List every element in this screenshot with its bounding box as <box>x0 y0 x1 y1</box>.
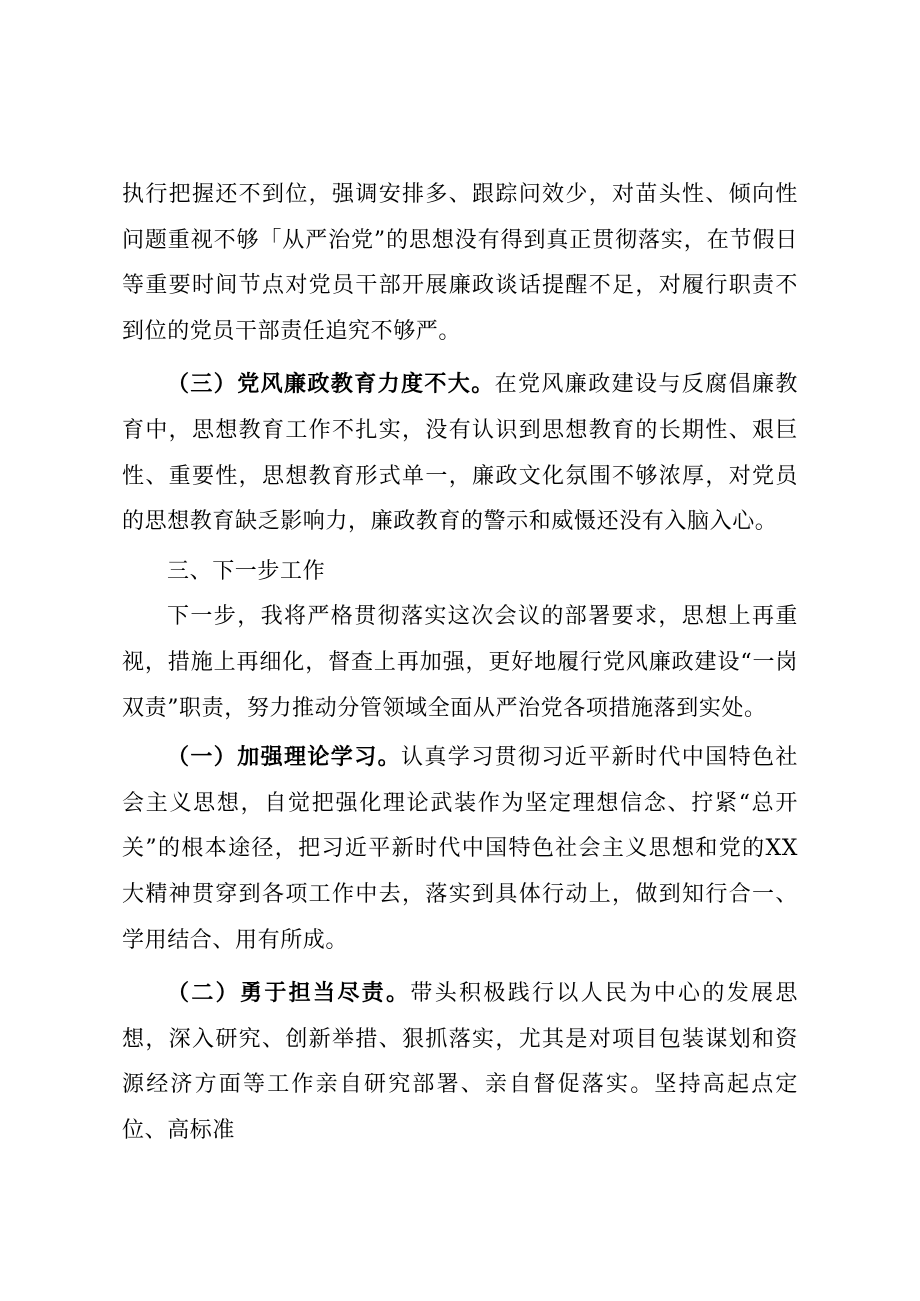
paragraph-spacer <box>122 963 798 971</box>
paragraph-spacer <box>122 354 798 362</box>
paragraph-text: 在党风廉政建设与反腐倡廉教育中，思想教育工作不扎实，没有认识到思想教育的长期性、艰巨性、重要性，思想教育形式单一，廉政文化氛围不够浓厚，对党员的思想教育缺乏影响力，廉政教育的警示和威慑还没有入脑入心。 <box>122 372 798 535</box>
paragraph-three-education <box>122 362 798 544</box>
section-title: 三、下一步工作 <box>167 558 326 584</box>
paragraph-text: 执行把握还不到位，强调安排多、跟踪问效少，对苗头性、倾向性问题重视不够「从严治党”的思想没有得到真正贯彻落实，在节假日等重要时间节点对党员干部开展廉政谈话提醒不足，对履行职责不到位的党员干部责任追究不够严。 <box>122 182 798 344</box>
document-body <box>122 172 798 1153</box>
paragraph-text: 认真学习贯彻习近平新时代中国特色社会主义思想，自觉把强化理论武装作为坚定理想信念、拧紧“总开关”的根本途径，把习近平新时代中国特色社会主义思想和党的XX大精神贯穿到各项工作中去，落实到具体行动上，做到知行合一、学用结合、用有所成。 <box>122 745 798 953</box>
paragraph-text: 带头积极践行以人民为中心的发展思想，深入研究、创新举措、狠抓落实，尤其是对项目包装谋划和资源经济方面等工作亲自研究部署、亲自督促落实。坚持高起点定位、高标准 <box>122 981 798 1143</box>
paragraph-continuation <box>122 172 798 354</box>
paragraph-lead-bold: （二）勇于担当尽责。 <box>167 980 411 1007</box>
paragraph-lead-bold: （三）党风廉政教育力度不大。 <box>167 371 495 398</box>
section-heading-next-steps <box>122 549 798 595</box>
paragraph-two-responsibility <box>122 971 798 1153</box>
paragraph-next-steps-intro <box>122 594 798 731</box>
paragraph-one-theory-study <box>122 735 798 963</box>
paragraph-text: 下一步，我将严格贯彻落实这次会议的部署要求，思想上再重视，措施上再细化，督查上再加强，更好地履行党风廉政建设“一岗双责”职责，努力推动分管领域全面从严治党各项措施落到实处。 <box>122 604 798 721</box>
paragraph-lead-bold: （一）加强理论学习。 <box>167 744 401 771</box>
